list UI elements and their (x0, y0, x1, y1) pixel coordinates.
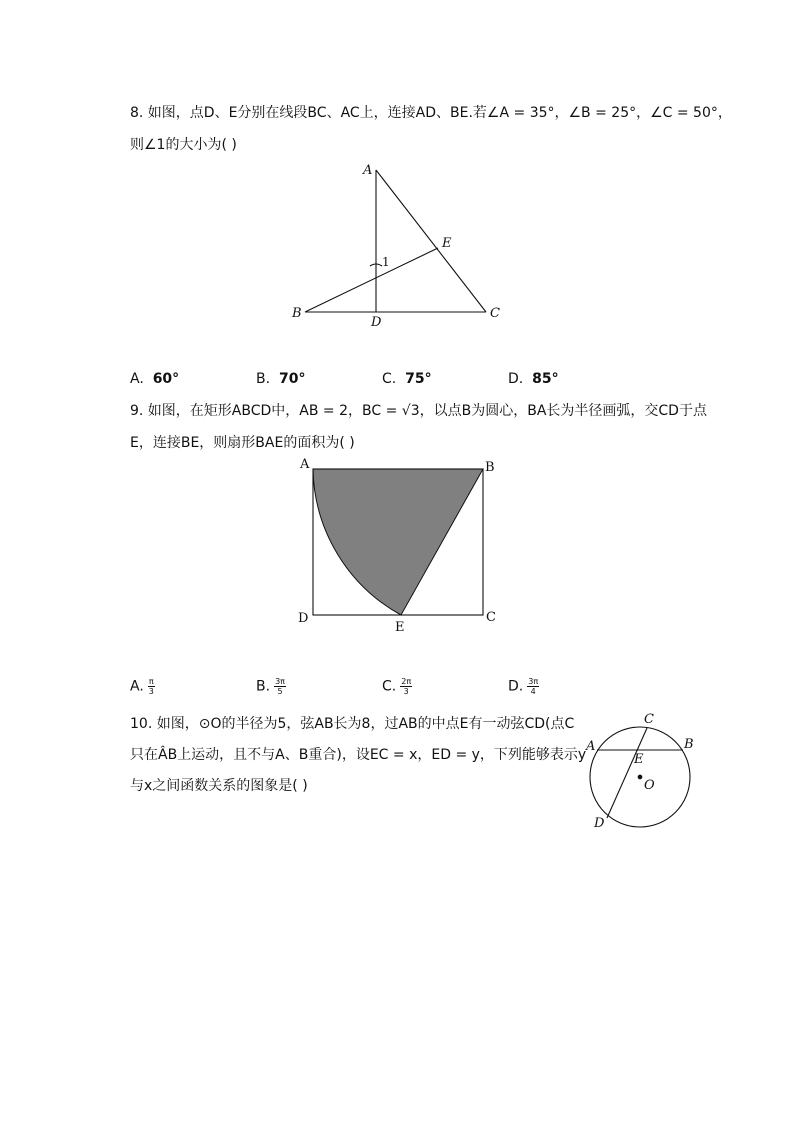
q9-option-b-fraction: $\frac{3\pi}{5}$ (275, 677, 285, 696)
q8-option-d[interactable]: D. 85° (508, 371, 559, 387)
q9-label-a: A (300, 457, 310, 472)
q8-label-d: D (371, 315, 382, 330)
q8-segment-ac (376, 170, 486, 312)
q10-label-o: O (644, 778, 655, 793)
q9-option-d-fraction: $\frac{3\pi}{4}$ (528, 677, 539, 696)
q9-option-a-fraction: $\frac{\pi}{3}$ (148, 677, 154, 696)
q9-option-b[interactable]: B. $\frac{3\pi}{5}$ (256, 677, 285, 696)
q10-circle-figure (590, 727, 690, 827)
q9-rectangle-figure (313, 469, 483, 615)
q9-text-line1: 9. 如图，在矩形ABCD中，AB = 2，BC = √3，以点B为圆心，BA长为半径画弧，交CD于点 (130, 403, 707, 419)
q8-text-line2: 则∠1的大小为( ) (130, 137, 237, 153)
q10-text-line3: 与x之间函数关系的图象是( ) (130, 778, 308, 794)
q10-center-point (638, 775, 642, 779)
q10-label-b: B (684, 737, 694, 752)
q8-label-angle-1: 1 (382, 255, 390, 269)
q8-option-b[interactable]: B. 70° (256, 371, 306, 387)
q8-option-c[interactable]: C. 75° (382, 371, 432, 387)
q10-label-d: D (594, 816, 605, 831)
q9-option-d[interactable]: D. $\frac{3\pi}{4}$ (508, 677, 539, 696)
q10-label-a: A (586, 739, 596, 754)
q9-option-a[interactable]: A. $\frac{\pi}{3}$ (130, 677, 154, 696)
q9-option-c-fraction: $\frac{2\pi}{3}$ (401, 677, 412, 696)
q8-label-c: C (490, 306, 500, 321)
q10-label-e: E (634, 752, 644, 767)
q9-label-e: E (395, 620, 405, 635)
q8-label-b: B (292, 306, 302, 321)
q9-sector-bae (313, 469, 483, 615)
q8-segment-be (305, 248, 438, 312)
q8-label-a: A (363, 163, 373, 178)
q8-triangle-figure (305, 170, 486, 312)
q9-label-b: B (485, 460, 495, 475)
q9-label-c: C (486, 610, 496, 625)
q9-text-line2: E，连接BE，则扇形BAE的面积为( ) (130, 435, 355, 451)
q8-text-line1: 8. 如图，点D、E分别在线段BC、AC上，连接AD、BE.若∠A = 35°，∠B = 25°，∠C = 50°， (130, 105, 732, 121)
q10-text-line2: 只在ÂB上运动，且不与A、B重合)，设EC = x，ED = y，下列能够表示y (130, 747, 587, 763)
q10-chord-cd (607, 728, 647, 818)
q8-label-e: E (442, 236, 452, 251)
q9-option-c[interactable]: C. $\frac{2\pi}{3}$ (382, 677, 412, 696)
q10-text-line1: 10. 如图，⊙O的半径为5，弦AB长为8，过AB的中点E有一动弦CD(点C (130, 716, 575, 732)
q9-label-d: D (298, 611, 309, 626)
q8-option-a[interactable]: A. 60° (130, 371, 180, 387)
q10-label-c: C (644, 712, 654, 727)
